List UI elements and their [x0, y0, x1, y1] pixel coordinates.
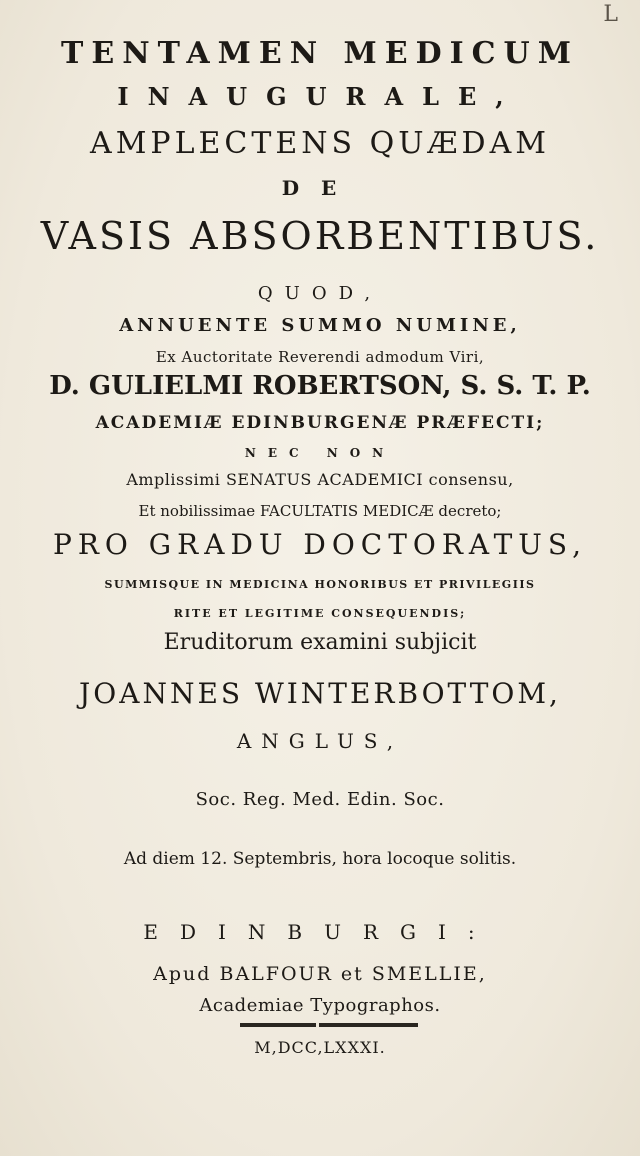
printer-line: Apud BALFOUR et SMELLIE,	[153, 963, 487, 985]
amplissimi-line: Amplissimi SENATUS ACADEMICI consensu,	[126, 470, 514, 489]
edinburgi-line: EDINBURGI:	[143, 920, 497, 944]
horizontal-rule	[240, 1023, 418, 1027]
rite-line: RITE ET LEGITIME CONSEQUENDIS;	[173, 607, 467, 620]
eruditorum-line: Eruditorum examini subjicit	[163, 630, 477, 655]
annuente-line: ANNUENTE SUMMO NUMINE,	[119, 315, 521, 336]
year-line: M,DCC,LXXXI.	[254, 1038, 386, 1057]
title-line-3: AMPLECTENS QUÆDAM	[90, 126, 550, 161]
quod-line: QUOD,	[257, 283, 383, 304]
academiae-line: ACADEMIÆ EDINBURGENÆ PRÆFECTI;	[95, 413, 545, 433]
anglus-line: ANGLUS,	[236, 729, 404, 753]
society-line: Soc. Reg. Med. Edin. Soc.	[195, 789, 445, 810]
pro-gradu-line: PRO GRADU DOCTORATUS,	[53, 528, 587, 561]
rule-break	[316, 1022, 319, 1028]
gulielmi-line: D. GULIELMI ROBERTSON, S. S. T. P.	[49, 371, 591, 401]
date-line: Ad diem 12. Septembris, hora locoque solitis.	[123, 849, 517, 869]
nec-non-line: NEC NON	[244, 446, 396, 460]
title-line-2: INAUGURALE,	[117, 82, 523, 111]
title-line-4: DE	[281, 176, 359, 200]
nobilissimae-line: Et nobilissimae FACULTATIS MEDICÆ decreto;	[138, 502, 502, 520]
author-line: JOANNES WINTERBOTTOM,	[79, 677, 561, 710]
title-line-1: TENTAMEN MEDICUM	[61, 36, 579, 71]
title-line-5: VASIS ABSORBENTIBUS.	[40, 214, 600, 258]
auctoritate-line: Ex Auctoritate Reverendi admodum Viri,	[155, 348, 485, 366]
typographos-line: Academiae Typographos.	[199, 995, 441, 1016]
summisque-line: SUMMISQUE IN MEDICINA HONORIBUS ET PRIVILEGIIS	[104, 578, 536, 591]
corner-mark: L	[603, 2, 618, 27]
